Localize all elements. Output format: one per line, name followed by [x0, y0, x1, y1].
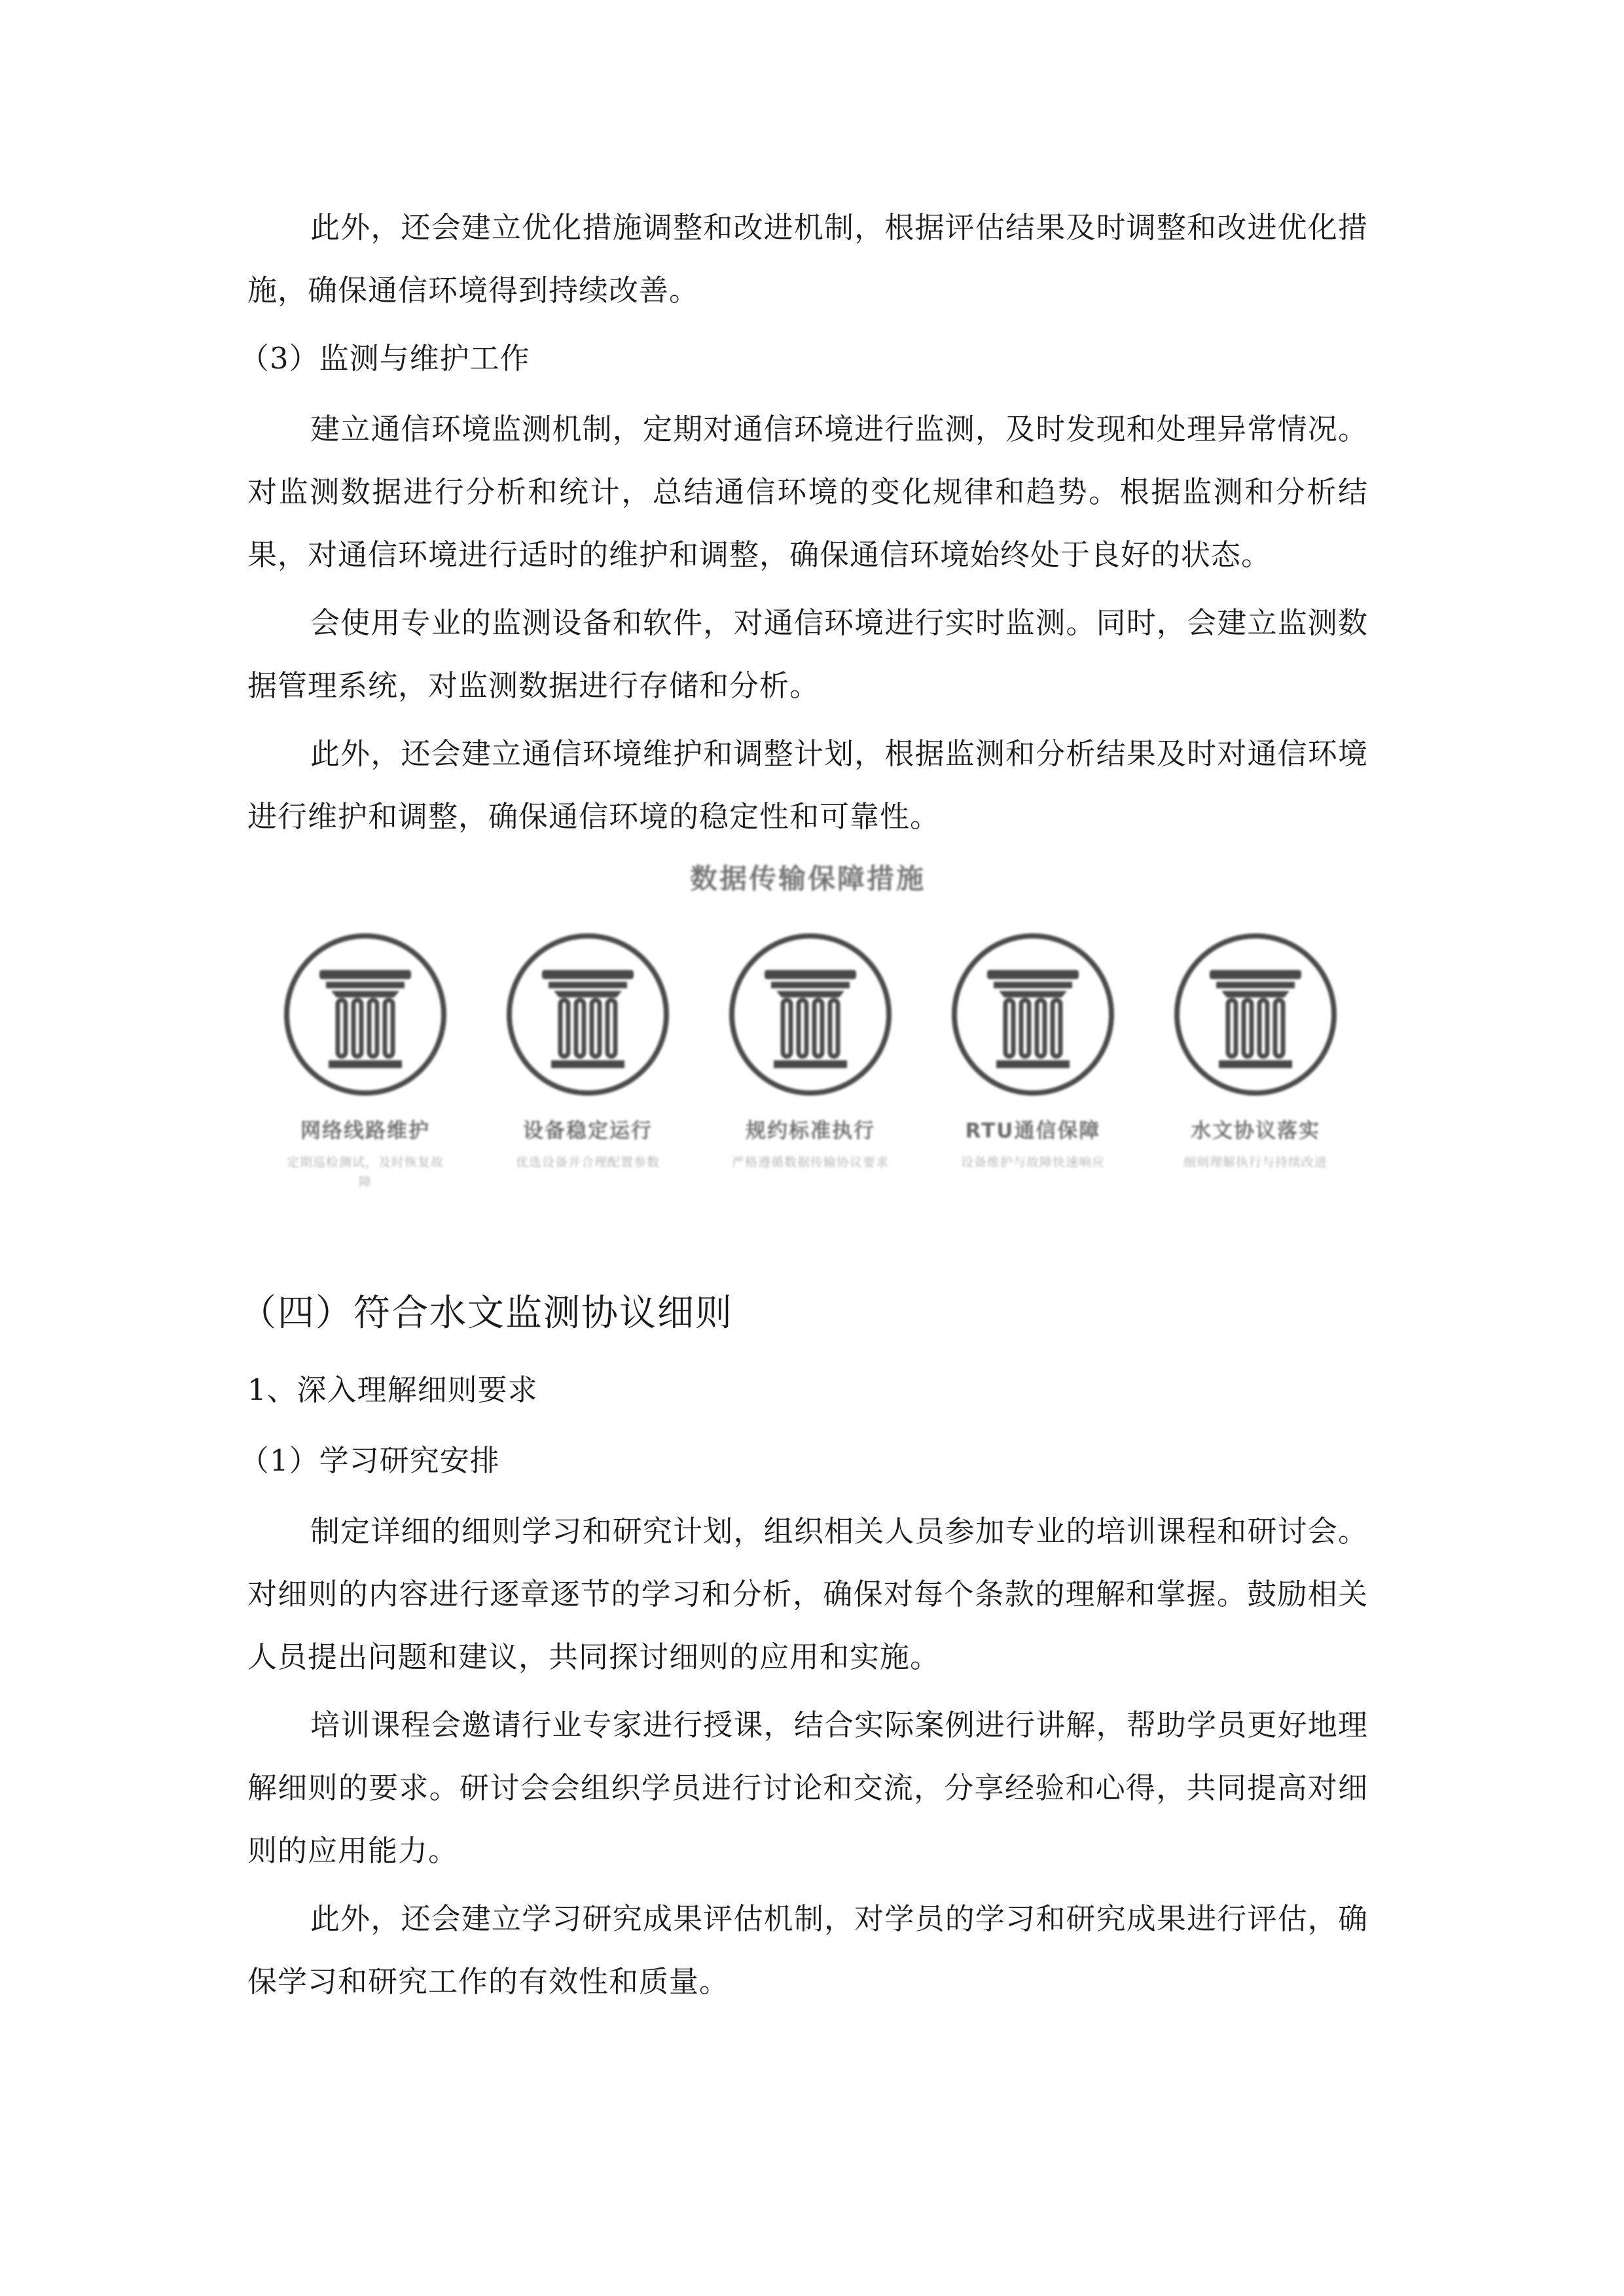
paragraph: 此外，还会建立学习研究成果评估机制，对学员的学习和研究成果进行评估，确保学习和研究工作的有效性和质量。: [247, 1901, 1368, 1999]
data-transmission-figure: [247, 857, 1368, 1263]
subsection-heading: （1）学习研究安排: [240, 1443, 500, 1478]
figure-title: 数据传输保障措施: [689, 863, 926, 895]
pillar-label: 规约标准执行: [746, 1119, 875, 1143]
pillar-label: 设备稳定运行: [523, 1119, 653, 1143]
pillar-row: [267, 929, 1354, 1257]
paragraph: 建立通信环境监测机制，定期对通信环境进行监测，及时发现和处理异常情况。对监测数据进行分析和统计，总结通信环境的变化规律和趋势。根据监测和分析结果，对通信环境进行适时的维护和调整，确保通信环境始终处于良好的状态。: [247, 412, 1368, 572]
pillar-description: 定期巡检测试，及时恢复故障: [286, 1155, 444, 1189]
pillar-description: 细则理解执行与持续改进: [1183, 1155, 1327, 1170]
section-heading: （四）符合水文监测协议细则: [240, 1292, 733, 1335]
pillar-description: 设备维护与故障快速响应: [960, 1155, 1105, 1170]
pillar-label: RTU通信保障: [965, 1119, 1101, 1143]
pillar-card: [935, 929, 1131, 1257]
pillar-card: [490, 929, 686, 1257]
paragraph: 此外，还会建立优化措施调整和改进机制，根据评估结果及时调整和改进优化措施，确保通信环境得到持续改善。: [247, 210, 1368, 308]
pillar-description: 优选设备并合理配置参数: [515, 1155, 660, 1170]
paragraph: 此外，还会建立通信环境维护和调整计划，根据监测和分析结果及时对通信环境进行维护和调整，确保通信环境的稳定性和可靠性。: [247, 736, 1368, 834]
pillar-card: [712, 929, 909, 1257]
paragraph: 培训课程会邀请行业专家进行授课，结合实际案例进行讲解，帮助学员更好地理解细则的要求。研讨会会组织学员进行讨论和交流，分享经验和心得，共同提高对细则的应用能力。: [247, 1708, 1368, 1868]
pillar-card: [1157, 929, 1354, 1257]
pillar-icon: [503, 929, 673, 1100]
pillar-label: 水文协议落实: [1191, 1119, 1320, 1143]
subsection-heading: 1、深入理解细则要求: [247, 1372, 538, 1407]
paragraph: 制定详细的细则学习和研究计划，组织相关人员参加专业的培训课程和研讨会。对细则的内容进行逐章逐节的学习和分析，确保对每个条款的理解和掌握。鼓励相关人员提出问题和建议，共同探讨细则的应用和实施。: [247, 1514, 1368, 1674]
pillar-description: 严格遵循数据传输协议要求: [731, 1155, 889, 1170]
pillar-icon: [280, 929, 450, 1100]
pillar-card: [267, 929, 463, 1257]
pillar-label: 网络线路维护: [300, 1119, 430, 1143]
subsection-heading: （3）监测与维护工作: [240, 341, 530, 376]
paragraph: 会使用专业的监测设备和软件，对通信环境进行实时监测。同时，会建立监测数据管理系统，对监测数据进行存储和分析。: [247, 605, 1368, 703]
document-page: [240, 196, 1368, 2018]
pillar-icon: [1170, 929, 1341, 1100]
pillar-icon: [725, 929, 895, 1100]
pillar-icon: [948, 929, 1118, 1100]
